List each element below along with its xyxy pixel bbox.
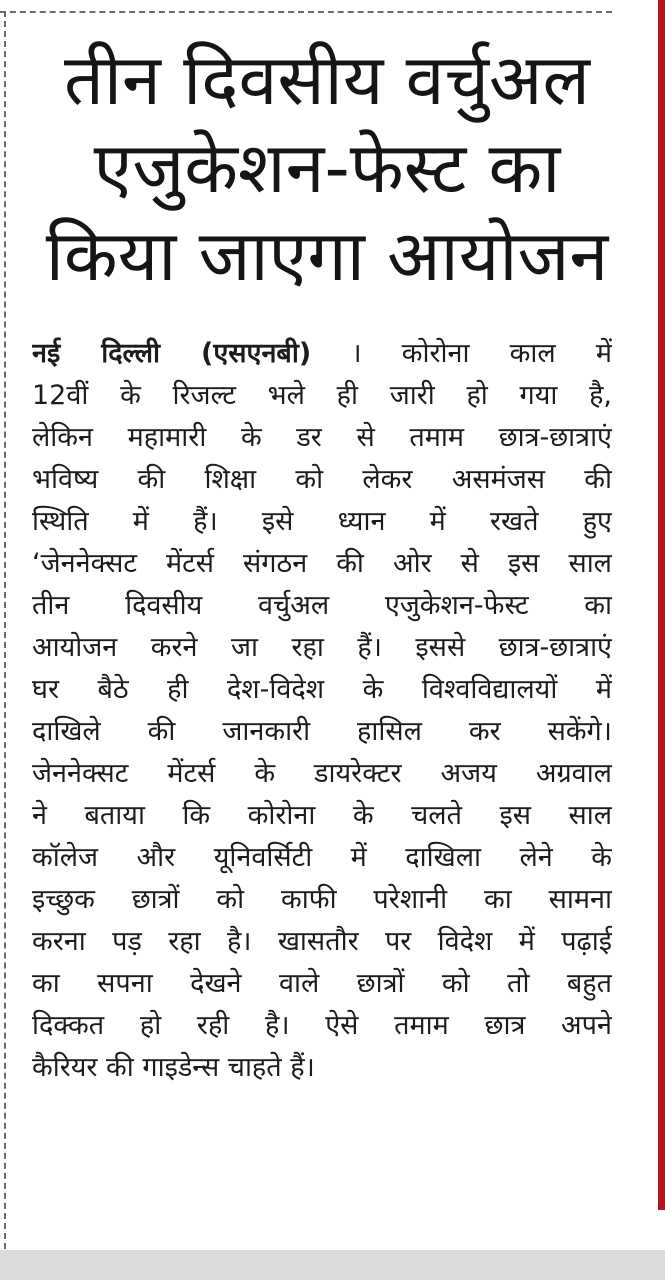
- article-line: तीन दिवसीय वर्चुअल एजुकेशन-फेस्ट का: [32, 590, 612, 621]
- dateline: नई दिल्ली (एसएनबी): [32, 338, 312, 369]
- article-body: [32, 333, 612, 1089]
- article-line: आयोजन करने जा रहा हैं। इससे छात्र-छात्राएं: [32, 632, 612, 663]
- article-line: कॉलेज और यूनिवर्सिटी में दाखिला लेने के: [32, 842, 612, 873]
- article-line: जेननेक्सट मेंटर्स के डायरेक्टर अजय अग्रवाल: [32, 758, 612, 789]
- article-line: लेकिन महामारी के डर से तमाम छात्र-छात्राएं: [32, 422, 612, 453]
- article-line: स्थिति में हैं। इसे ध्यान में रखते हुए: [32, 506, 612, 537]
- headline: [22, 36, 632, 300]
- article-line: इच्छुक छात्रों को काफी परेशानी का सामना: [32, 884, 612, 915]
- article-line-first: [32, 333, 612, 375]
- cut-line-left: [4, 11, 6, 1249]
- headline-line: तीन दिवसीय वर्चुअल: [64, 39, 590, 121]
- accent-bar: [658, 0, 665, 1210]
- article-line-last: कैरियर की गाइडेन्स चाहते हैं।: [32, 1052, 315, 1083]
- bottom-strip: [0, 1250, 665, 1280]
- article-line: 12वीं के रिजल्ट भले ही जारी हो गया है,: [32, 380, 612, 411]
- article-line: दिक्कत हो रही है। ऐसे तमाम छात्र अपने: [32, 1010, 612, 1041]
- article-line: ‘जेननेक्सट मेंटर्स संगठन की ओर से इस साल: [32, 548, 612, 579]
- headline-line: एजुकेशन-फेस्ट का: [93, 127, 561, 209]
- article-line: भविष्य की शिक्षा को लेकर असमंजस की: [32, 464, 612, 495]
- cut-line-top: [0, 11, 612, 13]
- article-line: दाखिले की जानकारी हासिल कर सकेंगे।: [32, 716, 612, 747]
- article-line: का सपना देखने वाले छात्रों को तो बहुत: [32, 968, 612, 999]
- article-line: घर बैठे ही देश-विदेश के विश्वविद्यालयों में: [32, 674, 612, 705]
- headline-line: किया जाएगा आयोजन: [45, 215, 609, 297]
- article-line: करना पड़ रहा है। खासतौर पर विदेश में पढ़ाई: [32, 926, 612, 957]
- article-line: ने बताया कि कोरोना के चलते इस साल: [32, 800, 612, 831]
- article-text: । कोरोना काल में: [351, 338, 612, 369]
